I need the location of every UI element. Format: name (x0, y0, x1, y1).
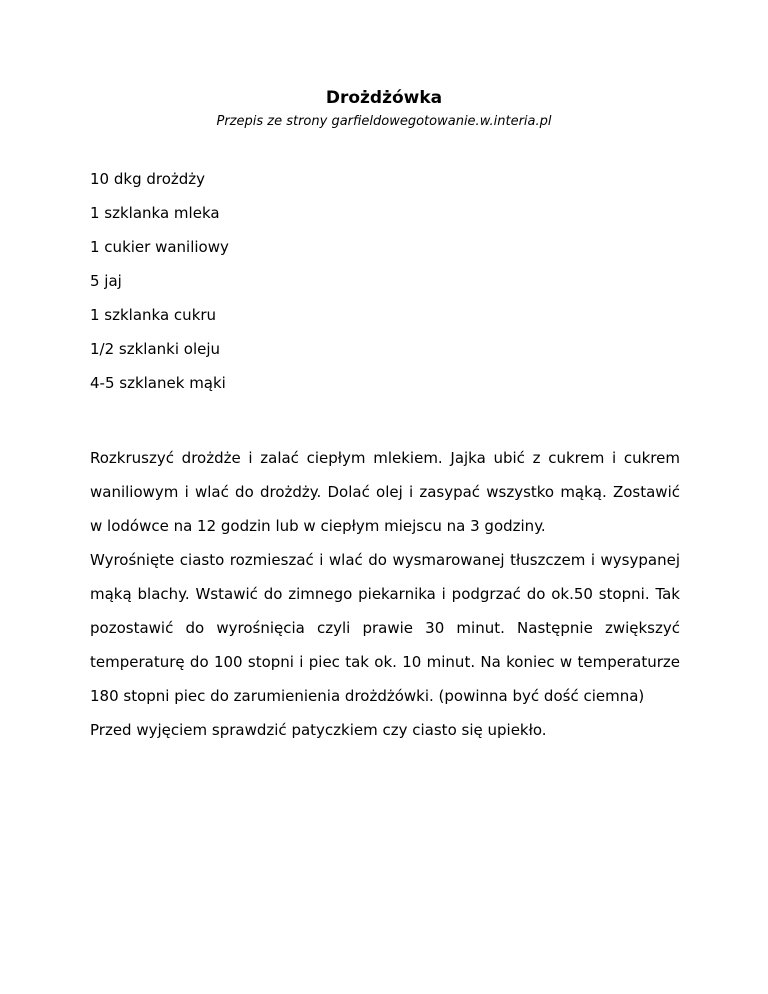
ingredient-item: 4-5 szklanek mąki (90, 374, 226, 392)
recipe-source: Przepis ze strony garfieldowegotowanie.w.interia.pl (216, 114, 552, 129)
method-paragraph: Przed wyjęciem sprawdzić patyczkiem czy ciasto się upiekło. (90, 721, 547, 739)
ingredient-item: 1 szklanka mleka (90, 204, 220, 222)
ingredient-list (90, 168, 680, 406)
ingredient-item: 1/2 szklanki oleju (90, 340, 221, 358)
recipe-method (90, 441, 680, 747)
recipe-title: Drożdżówka (325, 88, 443, 108)
ingredient-item: 10 dkg drożdży (90, 170, 206, 188)
ingredient-item: 1 szklanka cukru (90, 306, 217, 324)
ingredient-item: 5 jaj (90, 272, 122, 290)
ingredient-item: 1 cukier waniliowy (90, 238, 229, 256)
method-paragraph: Wyrośnięte ciasto rozmieszać i wlać do wysmarowanej tłuszczem i wysypanej mąką blachy. Wstawić do zimnego piekarnika i podgrzać do ok.50 stopni. Tak pozostawić do wyrośnięcia czyli prawie 30 minut. Następnie zwiększyć temperaturę do 100 stopni i piec tak ok. 10 minut. Na koniec w temperaturze 180 stopni piec do zarumienienia drożdżówki. (powinna być dość ciemna) (90, 551, 680, 705)
method-paragraph: Rozkruszyć drożdże i zalać ciepłym mlekiem. Jajka ubić z cukrem i cukrem waniliowym i wlać do drożdży. Dolać olej i zasypać wszystko mąką. Zostawić w lodówce na 12 godzin lub w ciepłym miejscu na 3 godziny. (90, 449, 680, 535)
